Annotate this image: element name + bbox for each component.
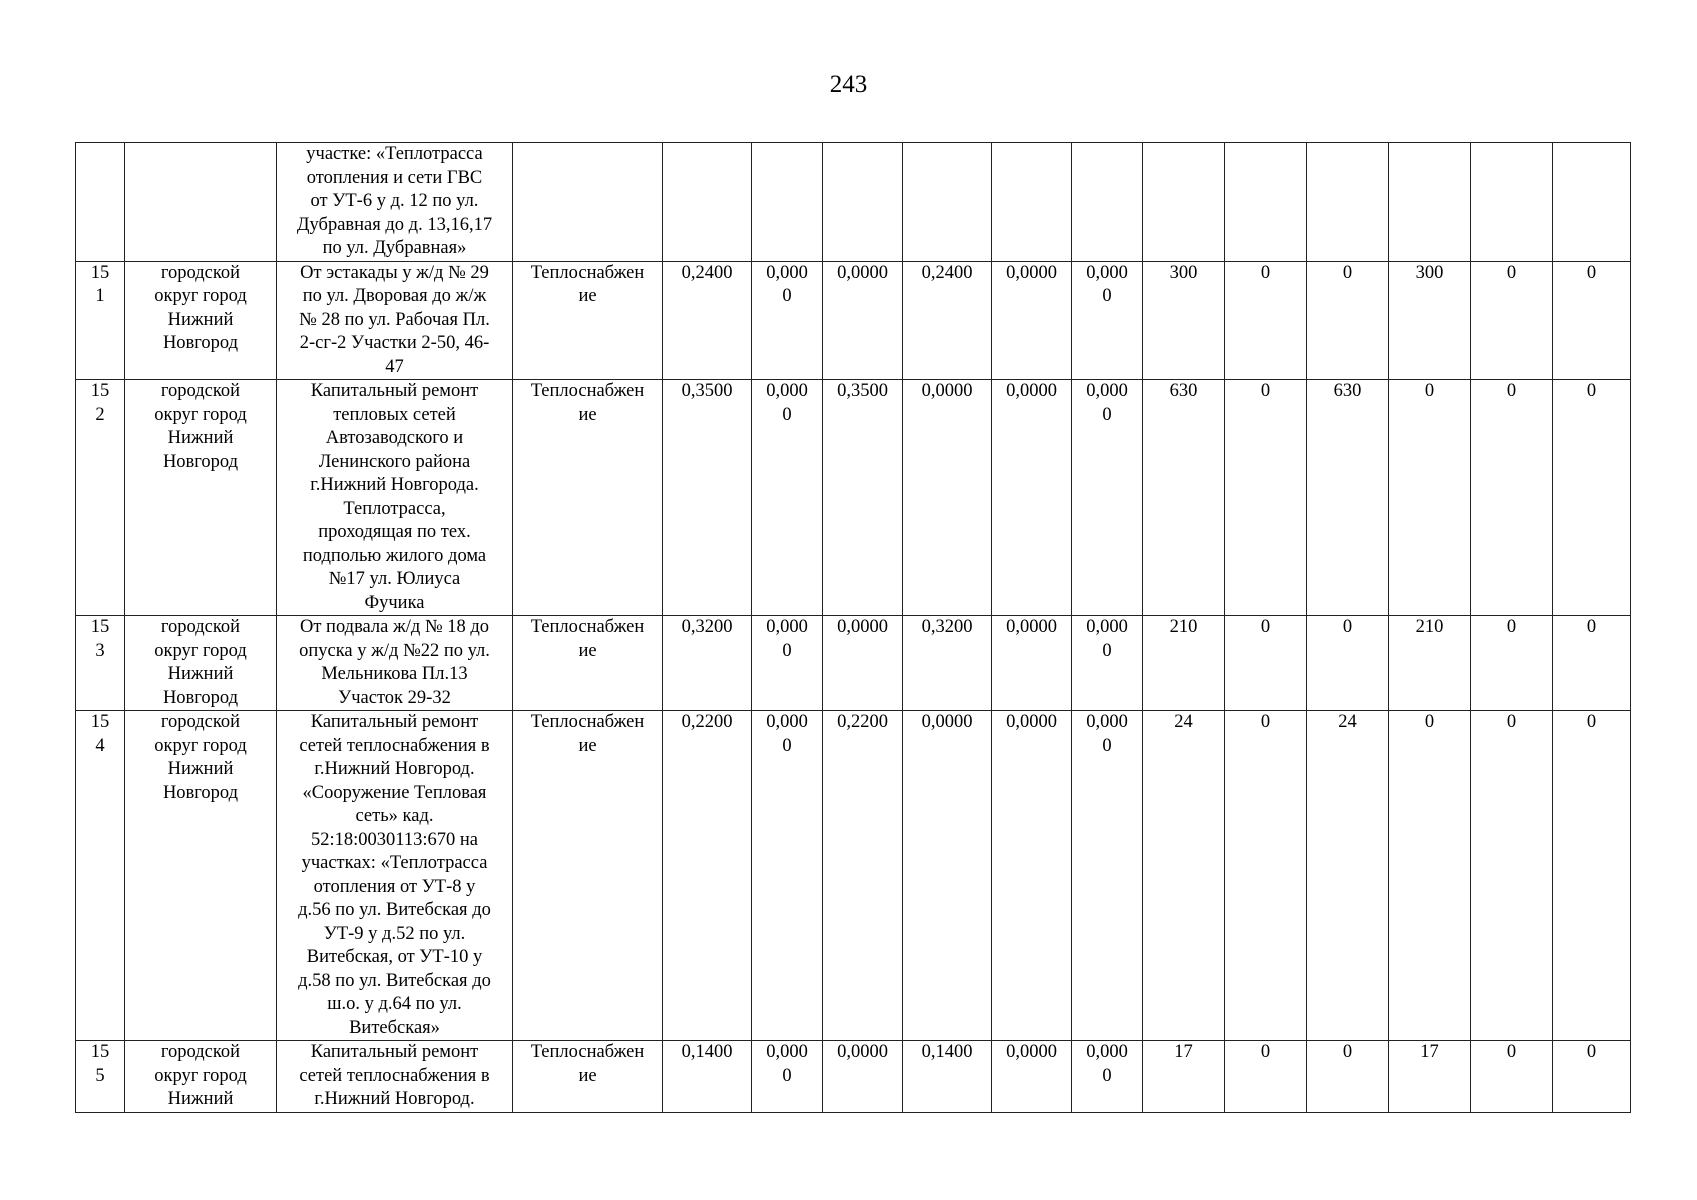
description-cell xyxy=(277,616,513,711)
cell-line: по ул. Дубравная» xyxy=(322,238,467,258)
cell-line: 0,000 xyxy=(1086,712,1128,732)
funding-cell-5: 0 xyxy=(1471,380,1553,616)
cell-line: 0,000 xyxy=(766,617,808,637)
funding-cell-1: 17 xyxy=(1143,1041,1225,1113)
cell-line: Новгород xyxy=(162,687,239,708)
cell-line: 0 xyxy=(782,735,792,756)
cell-line: округ город xyxy=(154,1065,247,1086)
cell-line: 0,000 xyxy=(1086,617,1128,637)
funding-cell-4: 0 xyxy=(1389,380,1471,616)
municipality-cell xyxy=(125,1041,277,1113)
cell-line: округ город xyxy=(154,286,247,306)
cell-line: Капитальный ремонт xyxy=(310,712,479,732)
funding-cell-4 xyxy=(1389,143,1471,262)
cell-line: отопления от УТ-8 у xyxy=(313,876,476,897)
cell-line: тепловых сетей xyxy=(333,404,456,425)
cell-line: г.Нижний Новгород. xyxy=(314,1089,475,1109)
cell-line: Новгород xyxy=(162,451,239,472)
value-cell-6 xyxy=(1072,380,1143,616)
funding-cell-6 xyxy=(1553,143,1631,262)
cell-line: Нижний xyxy=(167,428,234,448)
cell-line: городской xyxy=(160,712,241,732)
cell-line: округ город xyxy=(154,735,247,756)
row-number-cell xyxy=(76,261,125,380)
cell-line: 15 xyxy=(90,262,110,283)
municipality-cell xyxy=(125,143,277,262)
funding-cell-6: 0 xyxy=(1553,711,1631,1041)
cell-line: 4 xyxy=(95,735,105,756)
table-row xyxy=(76,1041,1631,1113)
cell-line: 15 xyxy=(90,617,110,637)
cell-line: 5 xyxy=(95,1065,105,1086)
cell-line: От подвала ж/д № 18 до xyxy=(299,617,490,637)
data-table xyxy=(75,142,1631,1113)
cell-line: № 28 по ул. Рабочая Пл. xyxy=(299,309,490,330)
cell-line: д.58 по ул. Витебская до xyxy=(298,970,491,991)
cell-line: д.56 по ул. Витебская до xyxy=(298,900,491,920)
value-cell-6 xyxy=(1072,261,1143,380)
funding-cell-2 xyxy=(1225,143,1307,262)
cell-line: участке: «Теплотрасса xyxy=(306,144,483,164)
cell-line: г.Нижний Новгорода. xyxy=(310,475,479,495)
cell-line: 15 xyxy=(90,381,110,401)
value-cell-6 xyxy=(1072,711,1143,1041)
funding-cell-1 xyxy=(1143,143,1225,262)
cell-line: сеть» кад. xyxy=(355,806,434,826)
cell-line: отопления и сети ГВС xyxy=(306,167,483,188)
cell-line: Теплоснабжен xyxy=(530,617,645,637)
funding-cell-6: 0 xyxy=(1553,616,1631,711)
description-cell xyxy=(277,380,513,616)
value-cell-5: 0,0000 xyxy=(992,1041,1072,1113)
cell-line: опуска у ж/д №22 по ул. xyxy=(299,640,490,661)
cell-line: №17 ул. Юлиуса xyxy=(328,569,461,589)
cell-line: ие xyxy=(578,640,597,661)
value-cell-5 xyxy=(992,143,1072,262)
cell-line: 0 xyxy=(1102,735,1112,756)
cell-line: городской xyxy=(160,381,241,401)
value-cell-2 xyxy=(752,261,823,380)
value-cell-3: 0,0000 xyxy=(823,261,903,380)
cell-line: 0 xyxy=(782,640,792,661)
cell-line: Новгород xyxy=(162,782,239,803)
cell-line: Мельникова Пл.13 xyxy=(321,664,468,684)
cell-line: округ город xyxy=(154,640,247,661)
cell-line: ие xyxy=(578,735,597,756)
value-cell-4: 0,0000 xyxy=(903,380,992,616)
cell-line: городской xyxy=(160,617,241,637)
municipality-cell xyxy=(125,261,277,380)
value-cell-1: 0,3200 xyxy=(663,616,752,711)
funding-cell-5 xyxy=(1471,143,1553,262)
cell-line: 15 xyxy=(90,1042,110,1062)
cell-line: Теплоснабжен xyxy=(530,381,645,401)
cell-line: Теплоснабжен xyxy=(530,262,645,283)
funding-cell-3: 0 xyxy=(1307,261,1389,380)
cell-line: 0 xyxy=(782,1065,792,1086)
funding-cell-2: 0 xyxy=(1225,616,1307,711)
cell-line: 0 xyxy=(1102,1065,1112,1086)
value-cell-3 xyxy=(823,143,903,262)
cell-line: сетей теплоснабжения в xyxy=(299,1065,490,1086)
cell-line: г.Нижний Новгород. xyxy=(314,759,475,779)
cell-line: 47 xyxy=(385,356,404,377)
table-row xyxy=(76,261,1631,380)
table-row xyxy=(76,616,1631,711)
cell-line: Витебская» xyxy=(349,1017,440,1038)
funding-cell-3: 24 xyxy=(1307,711,1389,1041)
cell-line: 0,000 xyxy=(766,262,808,283)
cell-line: ие xyxy=(578,404,597,425)
funding-cell-5: 0 xyxy=(1471,616,1553,711)
description-cell xyxy=(277,261,513,380)
cell-line: 0 xyxy=(1102,404,1112,425)
cell-line: участках: «Теплотрасса xyxy=(301,853,488,873)
value-cell-1: 0,3500 xyxy=(663,380,752,616)
value-cell-2 xyxy=(752,380,823,616)
funding-cell-4: 300 xyxy=(1389,261,1471,380)
funding-cell-4: 17 xyxy=(1389,1041,1471,1113)
cell-line: Витебская, от УТ-10 у xyxy=(306,947,483,967)
value-cell-2 xyxy=(752,711,823,1041)
value-cell-1 xyxy=(663,143,752,262)
cell-line: 0 xyxy=(1102,286,1112,306)
cell-line: Новгород xyxy=(162,333,239,353)
cell-line: по ул. Дворовая до ж/ж xyxy=(302,286,487,306)
funding-cell-3: 0 xyxy=(1307,1041,1389,1113)
cell-line: ш.о. у д.64 по ул. xyxy=(327,994,462,1014)
funding-cell-4: 210 xyxy=(1389,616,1471,711)
cell-line: Автозаводского и xyxy=(325,428,464,448)
funding-cell-2: 0 xyxy=(1225,261,1307,380)
funding-cell-1: 300 xyxy=(1143,261,1225,380)
description-cell xyxy=(277,1041,513,1113)
funding-cell-6: 0 xyxy=(1553,1041,1631,1113)
cell-line: «Сооружение Тепловая xyxy=(302,782,487,803)
cell-line: Капитальный ремонт xyxy=(310,381,479,401)
cell-line: Нижний xyxy=(167,664,234,684)
funding-cell-6: 0 xyxy=(1553,261,1631,380)
row-number-cell xyxy=(76,711,125,1041)
cell-line: 0 xyxy=(782,286,792,306)
cell-line: городской xyxy=(160,262,241,283)
value-cell-5: 0,0000 xyxy=(992,380,1072,616)
cell-line: 0 xyxy=(782,404,792,425)
funding-cell-6: 0 xyxy=(1553,380,1631,616)
row-number-cell xyxy=(76,1041,125,1113)
cell-line: ие xyxy=(578,286,597,306)
funding-cell-2: 0 xyxy=(1225,380,1307,616)
cell-line: городской xyxy=(160,1042,241,1062)
cell-line: 0,000 xyxy=(766,381,808,401)
value-cell-3: 0,2200 xyxy=(823,711,903,1041)
funding-cell-1: 24 xyxy=(1143,711,1225,1041)
value-cell-3: 0,3500 xyxy=(823,380,903,616)
value-cell-2 xyxy=(752,616,823,711)
cell-line: Фучика xyxy=(364,592,425,613)
type-cell xyxy=(513,380,663,616)
type-cell xyxy=(513,1041,663,1113)
table-row xyxy=(76,711,1631,1041)
municipality-cell xyxy=(125,380,277,616)
cell-line: 52:18:0030113:670 на xyxy=(311,829,478,850)
cell-line: Нижний xyxy=(167,759,234,779)
cell-line: 0,000 xyxy=(766,1042,808,1062)
value-cell-4 xyxy=(903,143,992,262)
cell-line: Теплоснабжен xyxy=(530,1042,645,1062)
type-cell xyxy=(513,616,663,711)
municipality-cell xyxy=(125,711,277,1041)
row-number-cell xyxy=(76,143,125,262)
cell-line: 0,000 xyxy=(1086,381,1128,401)
funding-cell-5: 0 xyxy=(1471,261,1553,380)
value-cell-6 xyxy=(1072,143,1143,262)
funding-cell-2: 0 xyxy=(1225,1041,1307,1113)
value-cell-5: 0,0000 xyxy=(992,711,1072,1041)
funding-cell-1: 630 xyxy=(1143,380,1225,616)
description-cell xyxy=(277,711,513,1041)
value-cell-2 xyxy=(752,1041,823,1113)
cell-line: 0,000 xyxy=(766,712,808,732)
value-cell-6 xyxy=(1072,1041,1143,1113)
cell-line: Нижний xyxy=(167,1089,234,1109)
value-cell-1: 0,1400 xyxy=(663,1041,752,1113)
cell-line: 3 xyxy=(95,640,105,661)
value-cell-4: 0,3200 xyxy=(903,616,992,711)
value-cell-3: 0,0000 xyxy=(823,1041,903,1113)
value-cell-5: 0,0000 xyxy=(992,616,1072,711)
row-number-cell xyxy=(76,380,125,616)
page-number: 243 xyxy=(829,71,868,98)
cell-line: Участок 29-32 xyxy=(338,687,451,708)
funding-cell-3: 0 xyxy=(1307,616,1389,711)
value-cell-6 xyxy=(1072,616,1143,711)
cell-line: проходящая по тех. xyxy=(318,522,471,542)
value-cell-3: 0,0000 xyxy=(823,616,903,711)
cell-line: от УТ-6 у д. 12 по ул. xyxy=(310,191,479,211)
cell-line: 0 xyxy=(1102,640,1112,661)
funding-cell-2: 0 xyxy=(1225,711,1307,1041)
cell-line: подполью жилого дома xyxy=(302,545,487,566)
type-cell xyxy=(513,711,663,1041)
municipality-cell xyxy=(125,616,277,711)
row-number-cell xyxy=(76,616,125,711)
cell-line: 15 xyxy=(90,712,110,732)
cell-line: округ город xyxy=(154,404,247,425)
funding-cell-5: 0 xyxy=(1471,1041,1553,1113)
cell-line: Теплотрасса, xyxy=(343,498,446,519)
type-cell xyxy=(513,143,663,262)
table-row xyxy=(76,380,1631,616)
cell-line: сетей теплоснабжения в xyxy=(299,735,490,756)
description-cell xyxy=(277,143,513,262)
cell-line: Теплоснабжен xyxy=(530,712,645,732)
cell-line: 0,000 xyxy=(1086,262,1128,283)
value-cell-1: 0,2200 xyxy=(663,711,752,1041)
value-cell-2 xyxy=(752,143,823,262)
funding-cell-1: 210 xyxy=(1143,616,1225,711)
cell-line: Ленинского района xyxy=(318,451,471,472)
table-body xyxy=(76,143,1631,1113)
value-cell-1: 0,2400 xyxy=(663,261,752,380)
cell-line: 2-сг-2 Участки 2-50, 46- xyxy=(299,333,490,353)
type-cell xyxy=(513,261,663,380)
cell-line: 0,000 xyxy=(1086,1042,1128,1062)
funding-cell-4: 0 xyxy=(1389,711,1471,1041)
funding-cell-3 xyxy=(1307,143,1389,262)
cell-line: Капитальный ремонт xyxy=(310,1042,479,1062)
funding-cell-3: 630 xyxy=(1307,380,1389,616)
cell-line: Дубравная до д. 13,16,17 xyxy=(296,214,493,235)
value-cell-4: 0,2400 xyxy=(903,261,992,380)
cell-line: Нижний xyxy=(167,309,234,330)
cell-line: От эстакады у ж/д № 29 xyxy=(300,262,489,283)
value-cell-5: 0,0000 xyxy=(992,261,1072,380)
funding-cell-5: 0 xyxy=(1471,711,1553,1041)
cell-line: 2 xyxy=(95,404,105,425)
cell-line: ие xyxy=(578,1065,597,1086)
value-cell-4: 0,0000 xyxy=(903,711,992,1041)
table-row xyxy=(76,143,1631,262)
cell-line: 1 xyxy=(95,286,105,306)
cell-line: УТ-9 у д.52 по ул. xyxy=(323,923,466,944)
value-cell-4: 0,1400 xyxy=(903,1041,992,1113)
